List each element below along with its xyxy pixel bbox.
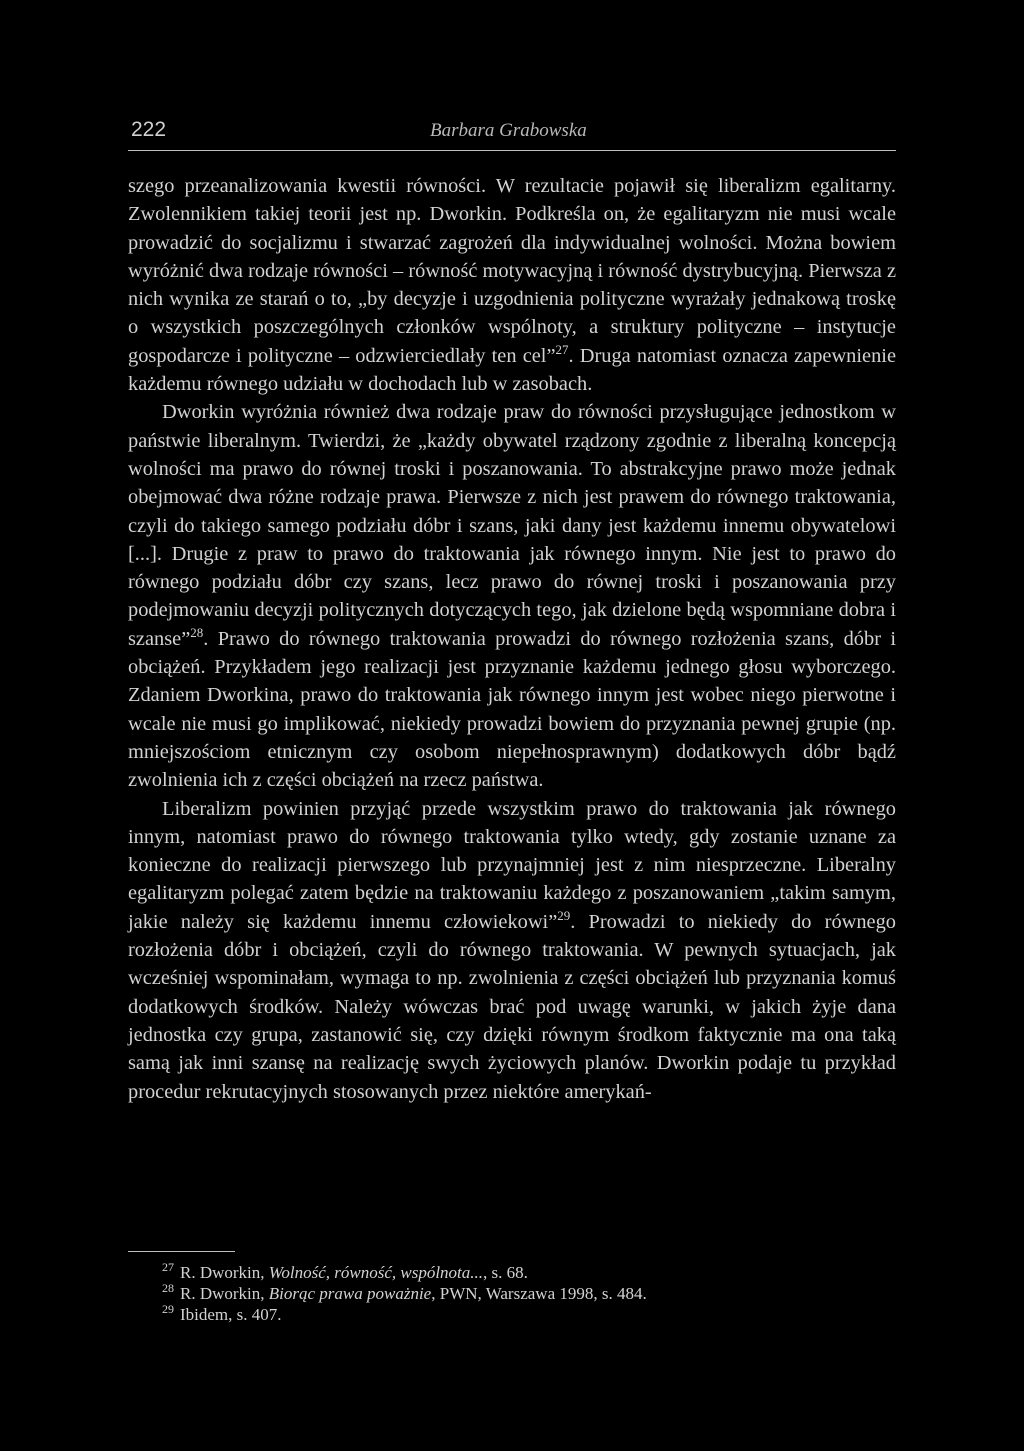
page-header xyxy=(128,116,896,151)
footnote-number: 28 xyxy=(162,1281,174,1296)
footnote-title: Wolność, równość, wspólnota... xyxy=(268,1263,484,1282)
paragraph-text: szego przeanalizowania kwestii równości. W rezultacie pojawił się liberalizm egalitarny. Zwolennikiem takiej teorii jest np. Dworkin. Podkreśla on, że egalitaryzm nie musi wcale prowadzić do socjalizmu i stwarzać zagrożeń dla indywidualnej wolności. Można bowiem wyróżnić dwa rodzaje równości – równość motywacyjną i równość dystrybucyjną. Pierwsza z nich wynika ze starań o to, „by decyzje i uzgodnienia polityczne wyrażały jednakową troskę o wszystkich poszczególnych członków wspólnoty, a struktury polityczne – instytucje gospodarcze i polityczne – odzwierciedlały ten cel” xyxy=(128,175,896,367)
footnote-separator xyxy=(128,1251,235,1252)
paragraph xyxy=(128,398,896,794)
paragraph xyxy=(128,172,896,398)
footnote-title: Biorąc prawa poważnie xyxy=(268,1284,432,1304)
footnotes xyxy=(128,1262,896,1326)
footnote xyxy=(128,1262,896,1283)
paragraph-text: Liberalizm powinien przyjąć przede wszystkim prawo do traktowania jak równego innym, natomiast prawo do równego traktowania tylko wtedy, gdy zostanie uznane za konieczne do realizacji pierwszego lub przynajmniej jest z nim niesprzeczne. Liberalny egalitaryzm polegać zatem będzie na traktowaniu każdego z poszanowaniem „takim samym, jakie należy się każdemu innemu człowiekowi” xyxy=(128,797,896,933)
paragraph-text: Dworkin wyróżnia również dwa rodzaje praw do równości przysługujące jednostkom w państwie liberalnym. Twierdzi, że „każdy obywatel rządzony zgodnie z liberalną koncepcją wolności ma prawo do równej troski i poszanowania. To abstrakcyjne prawo może jednak obejmować dwa różne rodzaje prawa. Pierwsze z nich jest prawem do równego traktowania, czyli do takiego samego podziału dóbr i szans, jaki dany jest każdemu innemu obywatelowi [...]. Drugie z praw to prawo do traktowania jak równego innym. Nie jest to prawo do równego podziału dóbr czy szans, lecz prawo do równej troski i poszanowania przy podejmowaniu decyzji politycznych dotyczących tego, jak dzielone będą wspomniane dobra i szanse” xyxy=(128,401,896,650)
footnote-text: R. Dworkin, xyxy=(180,1263,269,1282)
paragraph xyxy=(128,795,896,1106)
footnote-text: R. Dworkin, xyxy=(180,1284,269,1304)
footnote-ref: 27 xyxy=(555,341,569,357)
footnote-text: , s. 68. xyxy=(483,1263,528,1282)
footnote xyxy=(128,1304,896,1325)
footnote-number: 29 xyxy=(162,1302,174,1317)
footnote-text: , PWN, Warszawa 1998, s. 484. xyxy=(431,1284,647,1304)
paragraph-text: . Druga natomiast oznacza zapewnienie każdemu równego udziału w dochodach lub w zasobach. xyxy=(128,344,897,396)
page-number: 222 xyxy=(131,118,167,141)
footnote xyxy=(128,1283,896,1304)
paragraph-text: . Prowadzi to niekiedy do równego rozłożenia dóbr i obciążeń, czyli do równego traktowania. W pewnych sytuacjach, jak wcześniej wspominałam, wymaga to np. zwolnienia z części obciążeń lub przyznania komuś dodatkowych środków. Należy wówczas brać pod uwagę warunki, w jakich żyje dana jednostka czy grupa, zastanowić się, czy dzięki równym środkom faktycznie ma ona taką samą jak inni szansę na realizację swych życiowych planów. Dworkin podaje tu przykład procedur rekrutacyjnych stosowanych przez niektóre amerykań- xyxy=(128,910,896,1103)
paragraph-text: . Prawo do równego traktowania prowadzi do równego rozłożenia szans, dóbr i obciążeń. Przykładem jego realizacji jest przyznanie każdemu jednego głosu wyborczego. Zdaniem Dworkina, prawo do traktowania jak równego innym jest wobec niego pierwotne i wcale nie musi go implikować, niekiedy prowadzi bowiem do przyznania pewnej grupie (np. mniejszościom etnicznym czy osobom niepełnosprawnym) dodatkowych dóbr bądź zwolnienia ich z części obciążeń na rzecz państwa. xyxy=(128,627,896,792)
footnote-number: 27 xyxy=(162,1260,174,1274)
footnote-ref: 29 xyxy=(557,907,571,923)
running-head-author: Barbara Grabowska xyxy=(430,120,587,141)
footnote-text: Ibidem, s. 407. xyxy=(180,1305,282,1325)
body-text xyxy=(128,172,896,1106)
footnote-ref: 28 xyxy=(190,624,204,640)
